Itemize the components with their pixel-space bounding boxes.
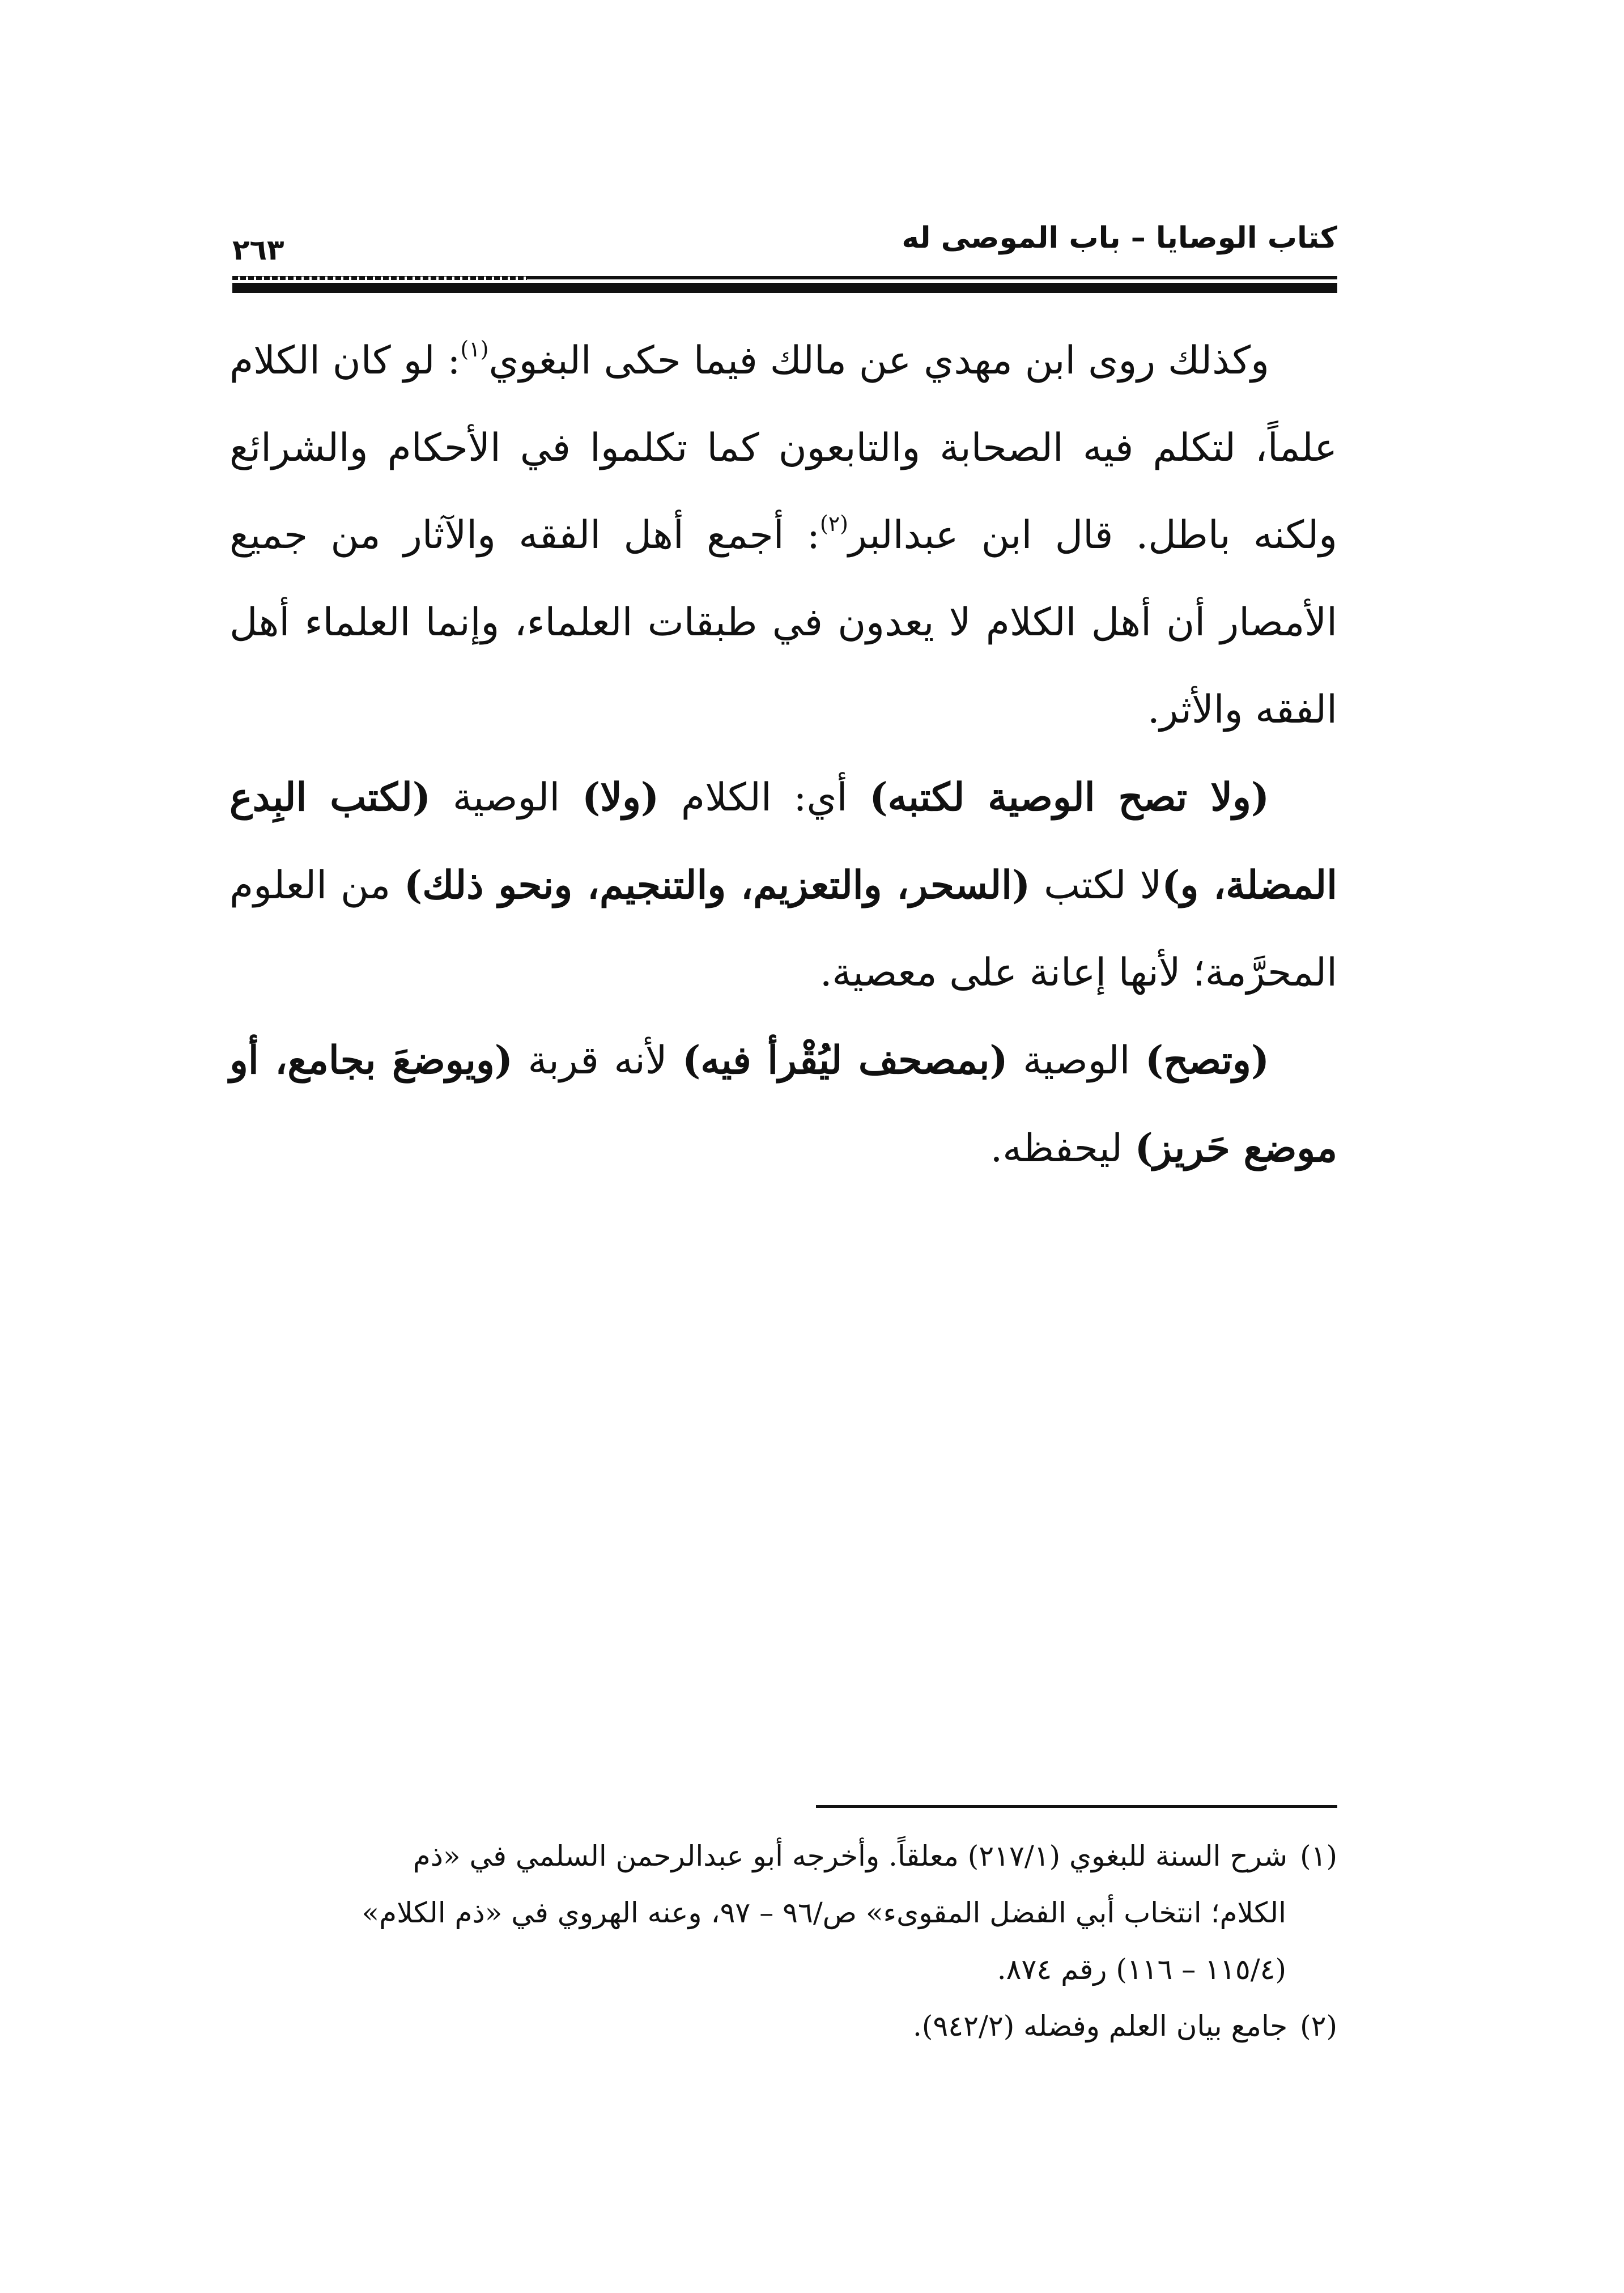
footnote-1 [229,1828,1337,1884]
footnote-number: (٢) [1300,2010,1337,2043]
paragraph-1-part-1: وكذلك روى ابن مهدي عن مالك فيما حكى البغوي [488,338,1269,383]
footnote-1-line-3: (١١٥/٤ – ١١٦) رقم ٨٧٤. [997,1953,1286,1986]
commentary-text: الوصية [431,775,583,820]
footnote-1-continued [229,1941,1337,1998]
footnote-2-line-1: جامع بيان العلم وفضله (٩٤٢/٢). [913,2010,1288,2043]
chapter-title: كتاب الوصايا – باب الموصى له [902,221,1337,255]
matn-text: (لكتب البِدع المضلة، و) [229,775,1338,908]
paragraph-1-part-3: : أجمع أهل الفقه والآثار من جميع الأمصار أن أهل الكلام لا يعدون في طبقات العلماء، وإنما العلماء أهل الفقه والأثر. [229,513,1337,732]
footnote-number: (١) [1300,1840,1337,1872]
matn-text: (وتصح) [1145,1038,1270,1083]
header-rule-thick [232,283,1337,293]
footnote-1-line-2: الكلام؛ انتخاب أبي الفضل المقوىء» ص/٩٦ – ٩٧، وعنه الهروي في «ذم الكلام» [362,1896,1286,1929]
running-header [232,215,1337,272]
page-number: ٢٦٣ [232,233,284,266]
matn-text: (ولا تصح الوصية لكتبه) [869,775,1269,820]
commentary-text: أي: الكلام [659,775,870,820]
paragraph-1-part-2: : لو كان الكلام علماً، لتكلم فيه الصحابة والتابعون كما تكلموا في الأحكام والشرائع ولكنه باطل. قال ابن عبدالبر [229,338,1338,558]
commentary-text: ليحفظه. [990,1126,1135,1171]
paragraph-3 [229,1017,1337,1192]
paragraph-1 [229,317,1337,754]
matn-text: (ولا) [582,775,660,820]
footnote-separator [816,1805,1337,1808]
paragraph-2 [229,754,1337,1017]
footnote-ref-2: (٢) [819,511,848,537]
matn-text: (السحر، والتعزيم، والتنجيم، ونحو ذلك) [404,863,1031,908]
matn-text: (بمصحف ليُقْرأ فيه) [682,1038,1008,1083]
commentary-text: لا لكتب [1030,863,1162,908]
commentary-text: من العلوم المحرَّمة؛ لأنها إعانة على معصية. [229,863,1337,995]
footnote-1-continued [229,1884,1337,1941]
footnotes [229,1828,1337,2054]
header-rule-dashed [232,277,527,280]
footnote-1-line-1: شرح السنة للبغوي (٢١٧/١) معلقاً. وأخرجه أبو عبدالرحمن السلمي في «ذم [413,1840,1288,1872]
commentary-text: الوصية [1007,1038,1146,1083]
footnote-2 [229,1998,1337,2054]
main-text [229,317,1337,1192]
matn-text: (ويوضعَ بجامع، أو موضع حَريز) [229,1038,1337,1171]
commentary-text: لأنه قربة [512,1038,683,1083]
footnote-ref-1: (١) [460,337,489,362]
